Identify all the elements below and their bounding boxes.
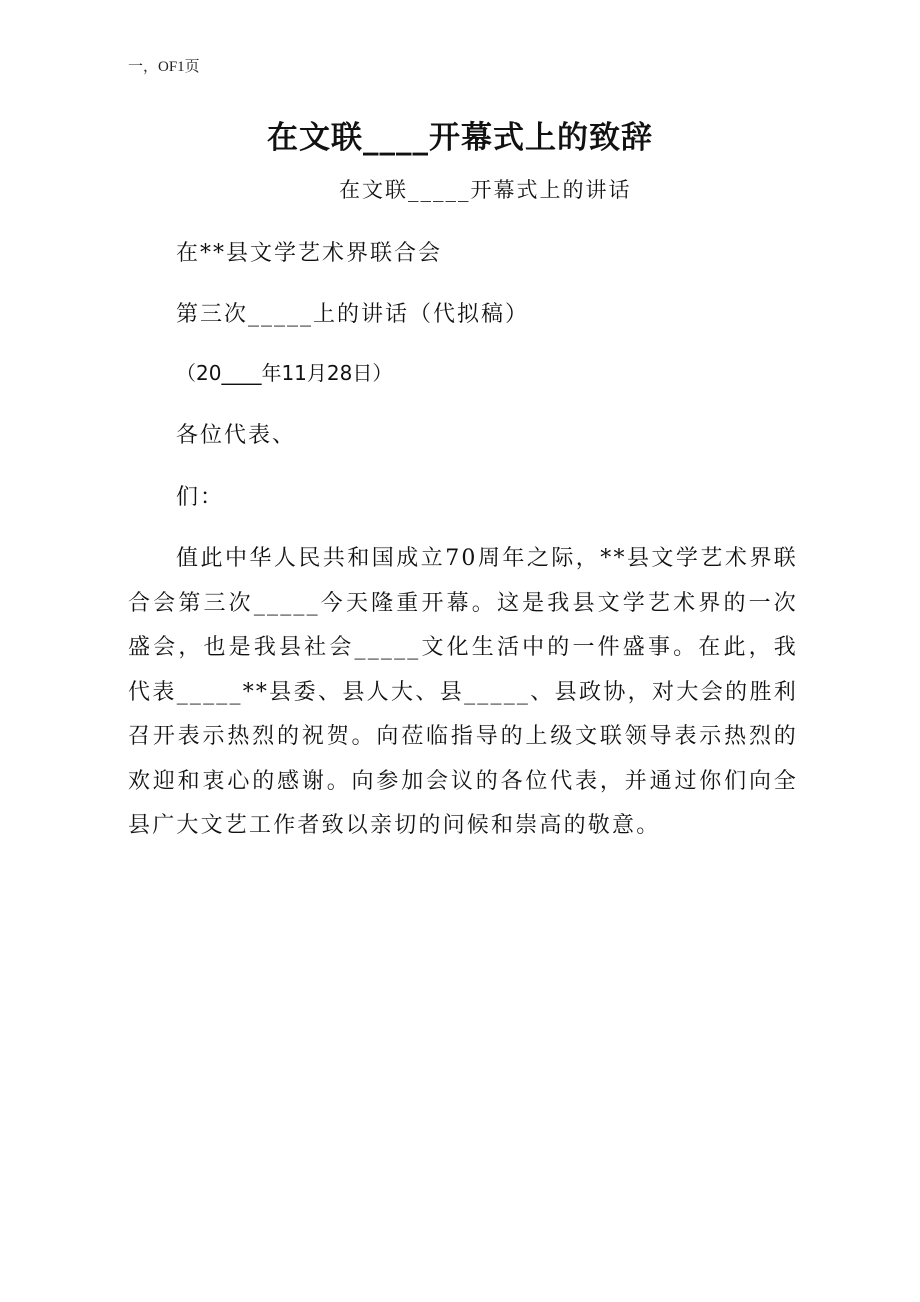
session-line: 第三次_____上的讲话（代拟稿） <box>176 302 530 327</box>
document-title: 在文联____开幕式上的致辞 <box>267 120 653 156</box>
greeting-line: 各位代表、 <box>176 423 297 448</box>
body-paragraph: 值此中华人民共和国成立70周年之际，**县文学艺术界联合会第三次_____今天隆重开幕。这是我县文学艺术界的一次盛会，也是我县社会_____文化生活中的一件盛事。在此，我代表_____**县委、县人大、县_____、县政协，对大会的胜利召开表示热烈的祝贺。向莅临指导的上级文联领导表示热烈的欢迎和衷心的感谢。向参加会议的各位代表，并通过你们向全县广大文艺工作者致以亲切的问候和崇高的敬意。 <box>128 546 798 838</box>
greeting-line-continued: 们： <box>176 485 225 510</box>
page-header: 一，OF1页 <box>128 59 200 75</box>
document-subtitle: 在文联_____开幕式上的讲话 <box>339 178 632 202</box>
date-line: （20____年11月28日） <box>176 361 393 385</box>
organization-line: 在**县文学艺术界联合会 <box>176 241 443 266</box>
